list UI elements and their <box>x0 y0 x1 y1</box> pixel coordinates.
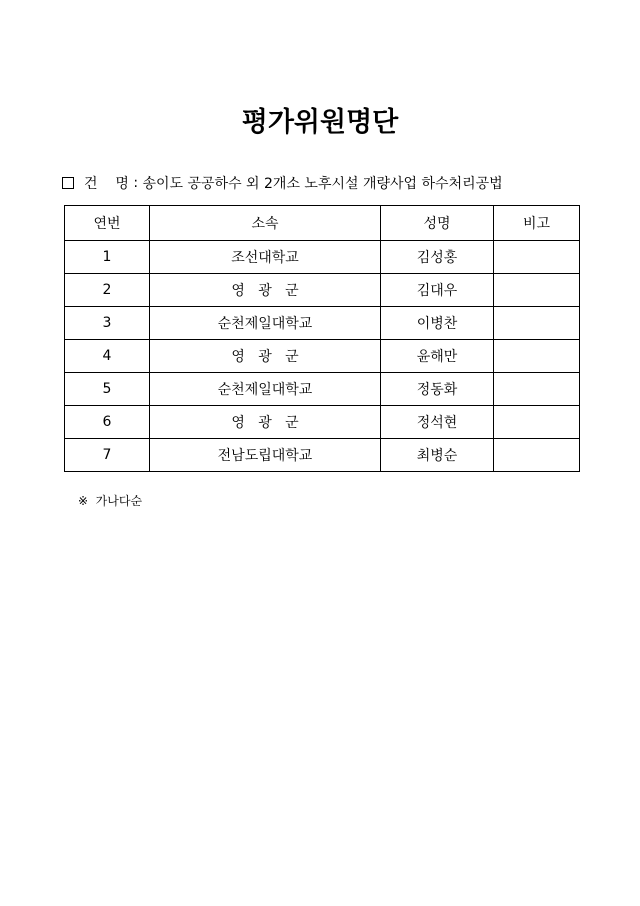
table-row <box>65 439 580 472</box>
header-affiliation: 소속 <box>150 206 381 241</box>
cell-no: 6 <box>65 406 150 439</box>
subject-separator: : <box>133 175 139 191</box>
cell-affiliation: 조선대학교 <box>150 241 381 274</box>
cell-no: 5 <box>65 373 150 406</box>
footnote: ※ 가나다순 <box>78 494 143 508</box>
checkbox-icon <box>62 177 74 189</box>
subject-text: 송이도 공공하수 외 2개소 노후시설 개량사업 하수처리공법 <box>142 176 503 192</box>
header-note: 비고 <box>494 206 580 241</box>
cell-no: 7 <box>65 439 150 472</box>
cell-note <box>494 274 580 307</box>
cell-name: 정석현 <box>381 406 494 439</box>
cell-affiliation: 순천제일대학교 <box>150 307 381 340</box>
cell-note <box>494 373 580 406</box>
cell-note <box>494 340 580 373</box>
cell-note <box>494 307 580 340</box>
table-row <box>65 307 580 340</box>
table-header-row <box>65 206 580 241</box>
cell-name: 이병찬 <box>381 307 494 340</box>
evaluator-table <box>64 205 580 472</box>
cell-affiliation: 순천제일대학교 <box>150 373 381 406</box>
cell-name: 정동화 <box>381 373 494 406</box>
cell-affiliation: 영 광 군 <box>150 406 381 439</box>
page-title: 평가위원명단 <box>241 107 399 138</box>
cell-no: 2 <box>65 274 150 307</box>
cell-no: 4 <box>65 340 150 373</box>
cell-note <box>494 406 580 439</box>
header-no: 연번 <box>65 206 150 241</box>
table-row <box>65 340 580 373</box>
header-name: 성명 <box>381 206 494 241</box>
subject-line <box>62 173 602 193</box>
cell-name: 김대우 <box>381 274 494 307</box>
table-row <box>65 373 580 406</box>
cell-name: 김성홍 <box>381 241 494 274</box>
cell-affiliation: 전남도립대학교 <box>150 439 381 472</box>
cell-name: 최병순 <box>381 439 494 472</box>
cell-no: 3 <box>65 307 150 340</box>
cell-name: 윤해만 <box>381 340 494 373</box>
cell-affiliation: 영 광 군 <box>150 340 381 373</box>
cell-note <box>494 439 580 472</box>
table-row <box>65 274 580 307</box>
cell-no: 1 <box>65 241 150 274</box>
cell-note <box>494 241 580 274</box>
cell-affiliation: 영 광 군 <box>150 274 381 307</box>
table-row <box>65 241 580 274</box>
subject-label: 건 명 <box>84 176 129 192</box>
table-row <box>65 406 580 439</box>
